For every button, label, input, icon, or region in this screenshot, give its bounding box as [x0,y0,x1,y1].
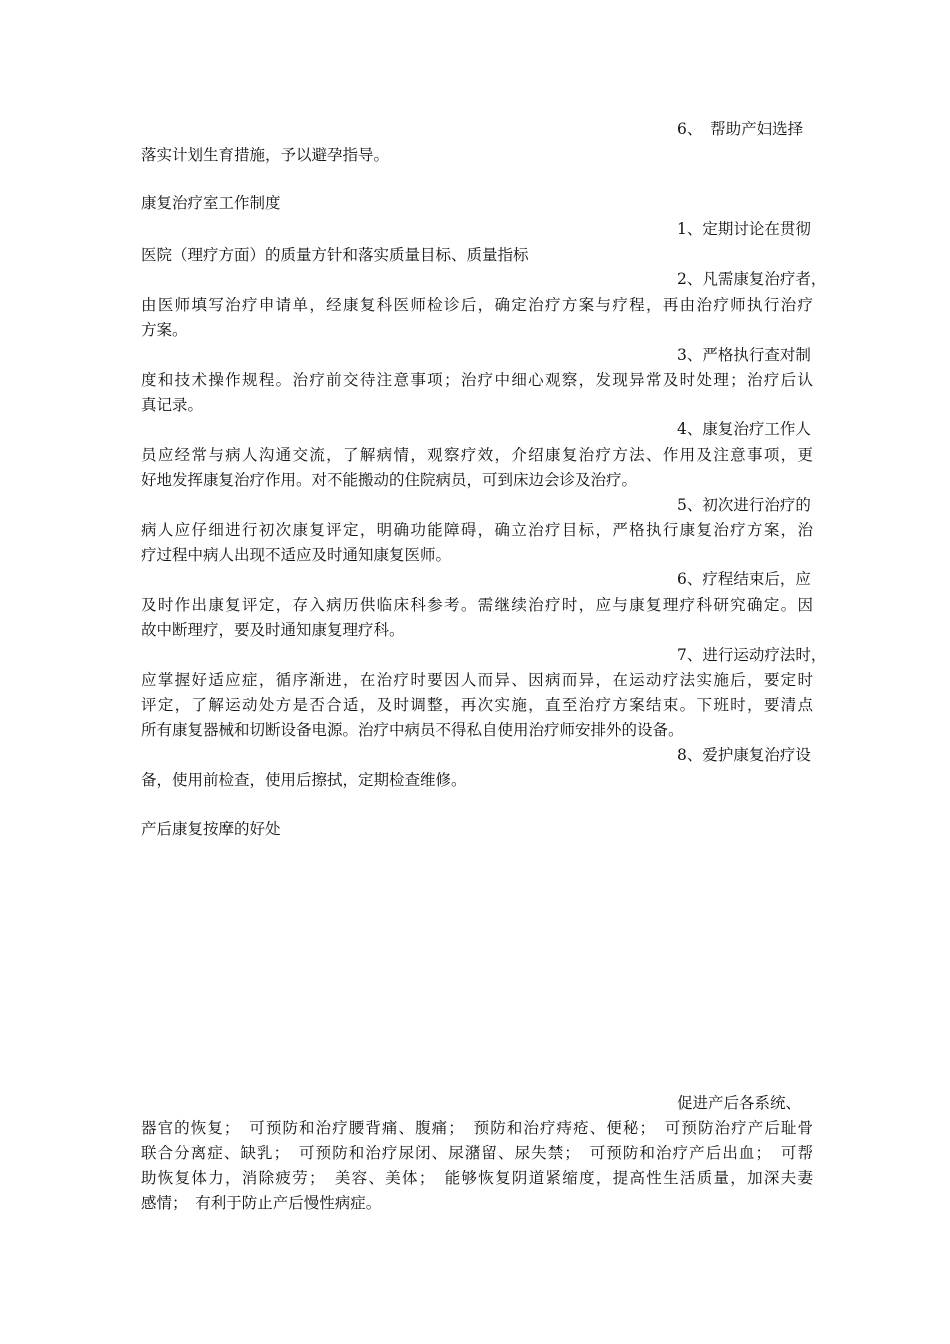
postpartum-line-2: 联合分离症、缺乳； 可预防和治疗尿闭、尿潴留、尿失禁； 可预防和治疗产后出血； 可帮 [141,1144,813,1162]
rule-7-line-1: 应掌握好适应症，循序渐进，在治疗时要因人而异、因病而异，在运动疗法实施后，要定时 [141,671,813,689]
postpartum-line-1: 器官的恢复； 可预防和治疗腰背痛、腹痛； 预防和治疗痔疮、便秘； 可预防治疗产后耻骨 [141,1119,813,1137]
rule-6-head: 6、疗程结束后，应 [677,570,811,588]
rule-3-head: 3、严格执行查对制 [677,346,811,364]
rule-4-line-1: 员应经常与病人沟通交流，了解病情，观察疗效，介绍康复治疗方法、作用及注意事项，更 [141,446,813,464]
postpartum-head: 促进产后各系统、 [677,1094,802,1112]
rule-2-line-1: 由医师填写治疗申请单，经康复科医师检诊后，确定治疗方案与疗程，再由治疗师执行治疗 [141,296,813,314]
rule-7-head: 7、进行运动疗法时， [677,646,827,664]
rule-5-head: 5、初次进行治疗的 [677,496,811,514]
postpartum-line-4: 感情； 有利于防止产后慢性病症。 [141,1194,382,1212]
rule-2-line-2: 方案。 [141,321,188,339]
rule-6-line-2: 故中断理疗，要及时通知康复理疗科。 [141,621,405,639]
rule-4-line-2: 好地发挥康复治疗作用。对不能搬动的住院病员，可到床边会诊及治疗。 [141,471,638,489]
rule-5-line-1: 病人应仔细进行初次康复评定，明确功能障碍，确立治疗目标，严格执行康复治疗方案，治 [141,521,813,539]
rehab-room-title: 康复治疗室工作制度 [141,194,281,212]
rule-5-line-2: 疗过程中病人出现不适应及时通知康复医师。 [141,546,452,564]
rule-1-head: 1、定期讨论在贯彻 [677,220,811,238]
rule-8-head: 8、爱护康复治疗设 [677,746,811,764]
rule-7-line-3: 所有康复器械和切断设备电源。治疗中病员不得私自使用治疗师安排外的设备。 [141,721,684,739]
rule-6-line-1: 及时作出康复评定，存入病历供临床科参考。需继续治疗时，应与康复理疗科研究确定。因 [141,596,813,614]
rule-4-head: 4、康复治疗工作人 [677,420,811,438]
rule-1-line-1: 医院（理疗方面）的质量方针和落实质量目标、质量指标 [141,246,529,264]
rule-3-line-1: 度和技术操作规程。治疗前交待注意事项；治疗中细心观察，发现异常及时处理；治疗后认 [141,371,813,389]
item6-tail: 落实计划生育措施，予以避孕指导。 [141,146,390,164]
item6-head: 6、 帮助产妇选择 [677,120,804,138]
postpartum-title: 产后康复按摩的好处 [141,820,281,838]
rule-7-line-2: 评定，了解运动处方是否合适，及时调整，再次实施，直至治疗方案结束。下班时，要清点 [141,696,813,714]
rule-2-head: 2、凡需康复治疗者， [677,270,827,288]
postpartum-line-3: 助恢复体力，消除疲劳； 美容、美体； 能够恢复阴道紧缩度，提高性生活质量，加深夫妻 [141,1169,813,1187]
rule-8-line-1: 备，使用前检查，使用后擦拭，定期检查维修。 [141,771,467,789]
rule-3-line-2: 真记录。 [141,396,204,414]
